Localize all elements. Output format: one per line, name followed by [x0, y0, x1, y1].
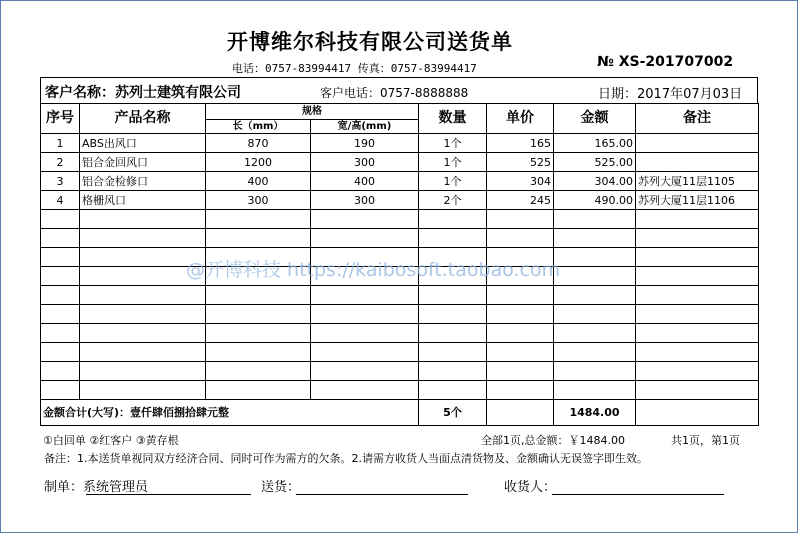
page-title: 开博维尔科技有限公司送货单 [227, 30, 513, 54]
header-price: 单价 [487, 104, 554, 134]
table-row [41, 134, 759, 153]
header-width: 宽/高(mm) [311, 120, 419, 134]
company-phone-fax: 电话：0757-83994417 传真：0757-83994417 [232, 62, 477, 75]
cell-seq [41, 286, 80, 305]
cell-amount [554, 362, 636, 381]
cell-qty [419, 229, 487, 248]
table-row [41, 153, 759, 172]
cell-amount: 304.00 [554, 172, 636, 191]
cell-remark [636, 267, 759, 286]
cell-price: 165 [487, 134, 554, 153]
header-length: 长（mm） [206, 120, 311, 134]
cell-amount: 490.00 [554, 191, 636, 210]
cell-width: 300 [311, 153, 419, 172]
cell-remark [636, 229, 759, 248]
cell-remark [636, 362, 759, 381]
cell-qty [419, 343, 487, 362]
cell-remark [636, 210, 759, 229]
cell-seq [41, 229, 80, 248]
summary-total: 全部1页,总金额：￥1484.00 [481, 434, 625, 447]
cell-qty [419, 305, 487, 324]
cell-product [80, 286, 206, 305]
cell-qty [419, 286, 487, 305]
cell-price [487, 362, 554, 381]
document-number [597, 54, 733, 70]
cell-price: 525 [487, 153, 554, 172]
cell-price [487, 229, 554, 248]
cell-length [206, 210, 311, 229]
cell-width: 300 [311, 191, 419, 210]
cell-seq: 4 [41, 191, 80, 210]
cell-product [80, 324, 206, 343]
cell-qty [419, 324, 487, 343]
cell-amount: 525.00 [554, 153, 636, 172]
cell-seq: 2 [41, 153, 80, 172]
customer-phone: 客户电话：0757-8888888 [320, 86, 469, 100]
cell-amount [554, 324, 636, 343]
cell-product: 铝合金检修口 [80, 172, 206, 191]
cell-remark [636, 248, 759, 267]
header-spec: 规格 [206, 104, 419, 120]
cell-qty: 1个 [419, 153, 487, 172]
cell-width [311, 343, 419, 362]
delivery-date: 日期：2017年07月03日 [598, 87, 743, 102]
cell-amount [554, 229, 636, 248]
cell-remark [636, 305, 759, 324]
cell-price [487, 305, 554, 324]
table-row [41, 381, 759, 400]
cell-seq [41, 381, 80, 400]
cell-qty: 1个 [419, 134, 487, 153]
total-price-blank [487, 400, 554, 426]
cell-width [311, 362, 419, 381]
cell-length: 870 [206, 134, 311, 153]
cell-width [311, 286, 419, 305]
cell-seq [41, 324, 80, 343]
header-seq: 序号 [41, 104, 80, 134]
cell-length [206, 286, 311, 305]
total-qty: 5个 [419, 400, 487, 426]
cell-price [487, 381, 554, 400]
total-row [41, 400, 759, 426]
sign-delivery-line [296, 494, 468, 495]
cell-seq [41, 248, 80, 267]
table-row [41, 362, 759, 381]
sign-receiver: 收货人： [504, 480, 557, 495]
cell-remark [636, 153, 759, 172]
cell-product: 铝合金回风口 [80, 153, 206, 172]
cell-qty: 1个 [419, 172, 487, 191]
cell-remark [636, 343, 759, 362]
cell-remark [636, 286, 759, 305]
cell-length [206, 343, 311, 362]
number-symbol: № [597, 54, 614, 70]
cell-amount: 165.00 [554, 134, 636, 153]
cell-price [487, 343, 554, 362]
cell-length [206, 229, 311, 248]
table-row [41, 324, 759, 343]
cell-amount [554, 343, 636, 362]
watermark: @开博科技 https://kaibosoft.taobao.com [186, 259, 561, 281]
table-row [41, 343, 759, 362]
cell-qty: 2个 [419, 191, 487, 210]
table-row [41, 191, 759, 210]
cell-amount [554, 305, 636, 324]
cell-product [80, 305, 206, 324]
cell-seq [41, 210, 80, 229]
customer-name: 客户名称：苏列士建筑有限公司 [45, 85, 241, 101]
cell-amount [554, 381, 636, 400]
cell-width [311, 229, 419, 248]
cell-amount [554, 210, 636, 229]
cell-length: 300 [206, 191, 311, 210]
document-number-value: XS-201707002 [618, 54, 734, 70]
cell-product [80, 381, 206, 400]
cell-qty [419, 381, 487, 400]
cell-remark [636, 324, 759, 343]
cell-product [80, 362, 206, 381]
copy-legend: ①白回单 ②红客户 ③黄存根 [43, 434, 179, 447]
total-remark-blank [636, 400, 759, 426]
cell-seq: 3 [41, 172, 80, 191]
page-info: 共1页，第1页 [671, 434, 740, 447]
cell-remark: 苏列大厦11层1106 [636, 191, 759, 210]
table-row [41, 172, 759, 191]
cell-length [206, 324, 311, 343]
cell-width [311, 305, 419, 324]
cell-width: 400 [311, 172, 419, 191]
table-row [41, 286, 759, 305]
cell-remark [636, 134, 759, 153]
cell-qty [419, 362, 487, 381]
cell-price [487, 286, 554, 305]
cell-length: 1200 [206, 153, 311, 172]
cell-price: 304 [487, 172, 554, 191]
sign-maker-line [86, 494, 251, 495]
cell-seq [41, 267, 80, 286]
sign-receiver-line [552, 494, 724, 495]
cell-amount [554, 267, 636, 286]
sign-maker: 制单：系统管理员 [44, 480, 149, 495]
cell-product [80, 343, 206, 362]
terms-note: 备注：1.本送货单视同双方经济合同、同时可作为需方的欠条。2.请需方收货人当面点清货物及、金额确认无误签字即生效。 [44, 452, 648, 465]
cell-length [206, 305, 311, 324]
total-amount: 1484.00 [554, 400, 636, 426]
cell-width [311, 324, 419, 343]
header-remark: 备注 [636, 104, 759, 134]
cell-width [311, 381, 419, 400]
cell-product: 格栅风口 [80, 191, 206, 210]
table-row [41, 305, 759, 324]
cell-qty [419, 210, 487, 229]
cell-length [206, 362, 311, 381]
header-qty: 数量 [419, 104, 487, 134]
customer-info-bar [40, 77, 758, 103]
sign-delivery: 送货： [261, 480, 301, 495]
header-product: 产品名称 [80, 104, 206, 134]
cell-seq: 1 [41, 134, 80, 153]
cell-seq [41, 362, 80, 381]
cell-seq [41, 305, 80, 324]
cell-width: 190 [311, 134, 419, 153]
cell-amount [554, 286, 636, 305]
cell-product [80, 210, 206, 229]
total-label: 金额合计(大写)：壹仟肆佰捌拾肆元整 [41, 400, 419, 426]
cell-length: 400 [206, 172, 311, 191]
cell-price [487, 210, 554, 229]
cell-length [206, 381, 311, 400]
cell-product: ABS出风口 [80, 134, 206, 153]
cell-price: 245 [487, 191, 554, 210]
cell-seq [41, 343, 80, 362]
cell-width [311, 210, 419, 229]
cell-remark [636, 381, 759, 400]
cell-product [80, 229, 206, 248]
cell-amount [554, 248, 636, 267]
cell-price [487, 324, 554, 343]
header-amount: 金额 [554, 104, 636, 134]
cell-remark: 苏列大厦11层1105 [636, 172, 759, 191]
table-row [41, 229, 759, 248]
table-row [41, 210, 759, 229]
